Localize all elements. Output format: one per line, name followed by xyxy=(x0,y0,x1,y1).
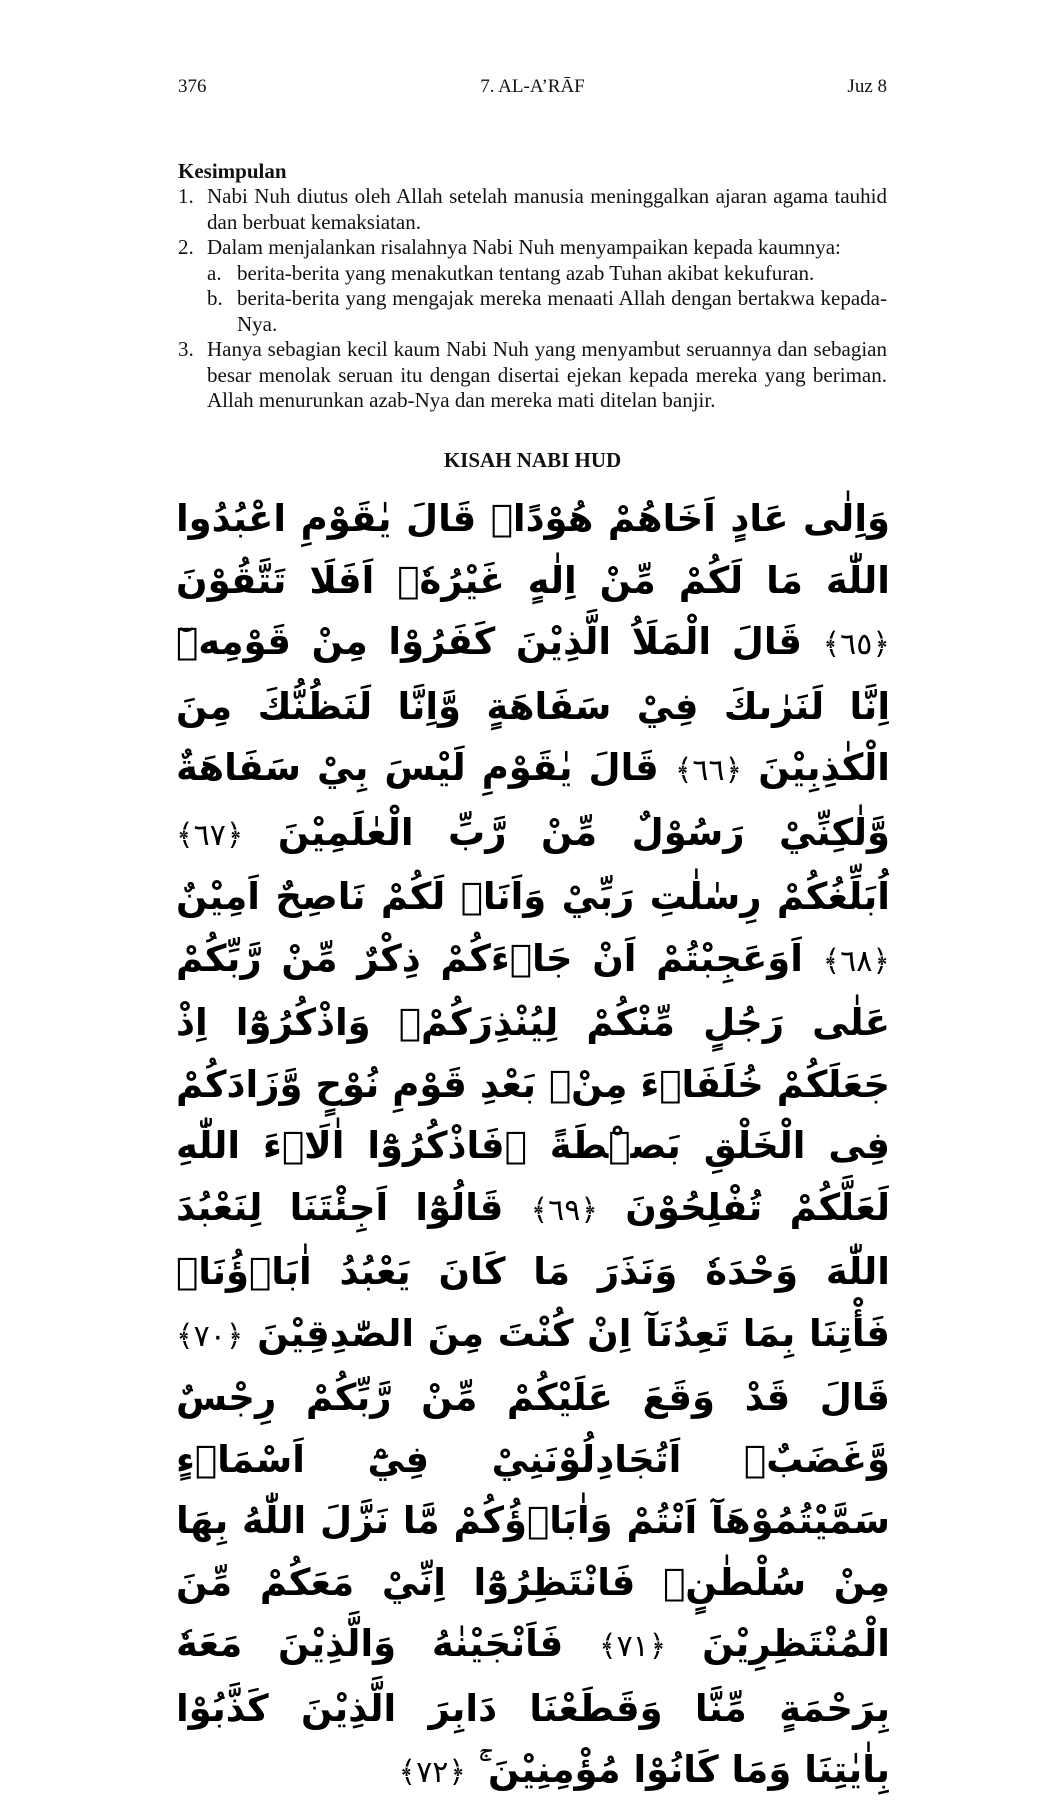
verse-text: وَاِلٰى عَادٍ اَخَاهُمْ هُوْدًاۗ قَالَ يٰقَوْمِ اعْبُدُوا اللّٰهَ مَا لَكُمْ مِّنْ اِلٰهٍ غَيْرُهٗۗ اَفَلَا تَتَّقُوْنَ xyxy=(176,497,890,602)
list-item-text: Nabi Nuh diutus oleh Allah setelah manusia meninggalkan ajaran agama tauhid dan berbuat kemaksiatan. xyxy=(207,184,887,234)
verse-text: قَالَ يٰقَوْمِ لَيْسَ بِيْ سَفَاهَةٌ وَّلٰكِنِّيْ رَسُوْلٌ مِّنْ رَّبِّ الْعٰلَمِيْنَ xyxy=(176,746,890,854)
verse-text: قَالُوْٓا اَجِئْتَنَا لِنَعْبُدَ اللّٰهَ وَحْدَهٗ وَنَذَرَ مَا كَانَ يَعْبُدُ اٰبَاۤؤُنَاۚ فَأْتِنَا بِمَا تَعِدُنَآ اِنْ كُنْتَ مِنَ الصّٰدِقِيْنَ xyxy=(176,1185,890,1355)
sub-list-item xyxy=(178,286,887,337)
verse-number-mark: ﴿٧٢﴾ xyxy=(398,1755,466,1790)
sub-list-item xyxy=(178,261,887,287)
summary-section xyxy=(178,158,887,414)
verse-number-mark: ﴿٦٦﴾ xyxy=(674,753,743,788)
sub-list-item-letter: b. xyxy=(207,286,223,310)
list-item xyxy=(178,184,887,235)
chapter-title: 7. AL-A’RĀF xyxy=(480,76,585,97)
summary-heading: Kesimpulan xyxy=(178,159,287,183)
page-header xyxy=(178,76,887,102)
list-item xyxy=(178,337,887,414)
verse-text: اُبَلِّغُكُمْ رِسٰلٰتِ رَبِّيْ وَاَنَا۠ لَكُمْ نَاصِحٌ اَمِيْنٌ xyxy=(176,875,890,918)
arabic-verses xyxy=(176,488,890,1804)
list-item-text: Hanya sebagian kecil kaum Nabi Nuh yang menyambut seruannya dan sebagian besar menolak seruan itu dengan disertai ejekan kepada mereka yang beriman. Allah menurunkan azab-Nya dan mereka mati ditelan banjir. xyxy=(207,337,887,412)
verse-number-mark: ﴿٧٠﴾ xyxy=(176,1318,244,1354)
verse-text: اَوَعَجِبْتُمْ اَنْ جَاۤءَكُمْ ذِكْرٌ مِّنْ رَّبِّكُمْ عَلٰى رَجُلٍ مِّنْكُمْ لِيُنْذِرَكُمْۗ وَاذْكُرُوْٓا اِذْ جَعَلَكُمْ خُلَفَاۤءَ مِنْۢ بَعْدِ قَوْمِ نُوْحٍ وَّزَادَكُمْ فِى الْخَلْقِ بَصْۣطَةً ۚفَاذْكُرُوْٓا اٰلَاۤءَ اللّٰهِ لَعَلَّكُمْ تُفْلِحُوْنَ xyxy=(176,936,890,1229)
verse-number-mark: ﴿٦٩﴾ xyxy=(530,1192,598,1228)
list-item-number: 1. xyxy=(178,184,194,208)
juz-label: Juz 8 xyxy=(847,76,887,97)
verse-number-mark: ﴿٦٧﴾ xyxy=(176,817,244,853)
list-item xyxy=(178,235,887,261)
page-number: 376 xyxy=(178,76,207,97)
sub-list-item-text: berita-berita yang menakutkan tentang azab Tuhan akibat kekufuran. xyxy=(237,260,815,285)
list-item-number: 2. xyxy=(178,235,194,259)
sub-list-item-text: berita-berita yang mengajak mereka menaati Allah dengan bertakwa kepada-Nya. xyxy=(237,286,887,336)
verse-text: قَالَ الْمَلَاُ الَّذِيْنَ كَفَرُوْا مِنْ قَوْمِهٖٓ اِنَّا لَنَرٰىكَ فِيْ سَفَاهَةٍ وَّاِنَّا لَنَظُنُّكَ مِنَ الْكٰذِبِيْنَ xyxy=(176,620,890,789)
verse-number-mark: ﴿٧١﴾ xyxy=(598,1629,667,1664)
verse-text: فَاَنْجَيْنٰهُ وَالَّذِيْنَ مَعَهٗ بِرَحْمَةٍ مِّنَّا وَقَطَعْنَا دَابِرَ الَّذِيْنَ كَذَّبُوْا بِاٰيٰتِنَا وَمَا كَانُوْا مُؤْمِنِيْنَ ۚ xyxy=(176,1622,890,1791)
verse-number-mark: ﴿٦٥﴾ xyxy=(822,627,890,662)
section-title: KISAH NABI HUD xyxy=(443,448,622,472)
list-item-text: Dalam menjalankan risalahnya Nabi Nuh menyampaikan kepada kaumnya: xyxy=(207,235,841,259)
list-item-number: 3. xyxy=(178,337,194,361)
sub-list-item-letter: a. xyxy=(207,260,222,285)
verse-text: قَالَ قَدْ وَقَعَ عَلَيْكُمْ مِّنْ رَّبِّكُمْ رِجْسٌ وَّغَضَبٌۗ اَتُجَادِلُوْنَنِيْ فِيْٓ اَسْمَاۤءٍ سَمَّيْتُمُوْهَآ اَنْتُمْ وَاٰبَاۤؤُكُمْ مَّا نَزَّلَ اللّٰهُ بِهَا مِنْ سُلْطٰنٍۗ فَانْتَظِرُوْٓا اِنِّيْ مَعَكُمْ مِّنَ الْمُنْتَظِرِيْنَ xyxy=(176,1376,890,1665)
verse-number-mark: ﴿٦٨﴾ xyxy=(822,943,890,979)
